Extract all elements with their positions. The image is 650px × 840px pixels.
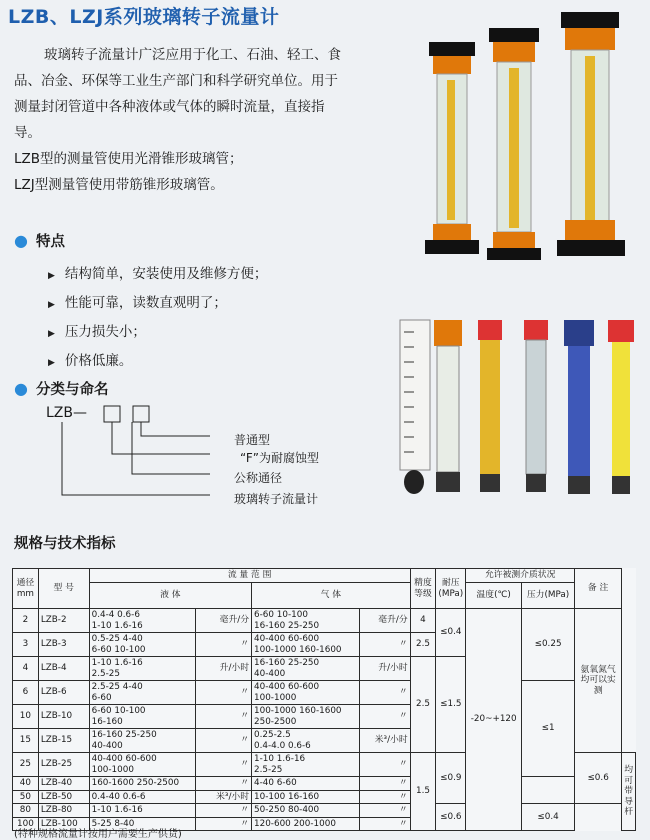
cell-accuracy: 2.5: [410, 633, 436, 657]
naming-diagram: [40, 402, 240, 512]
cell-liquid: 2.5-25 4-40 6-60: [89, 681, 195, 705]
cell-gas: 10-100 16-160: [252, 790, 360, 804]
cell-pressure: ≤0.9: [436, 753, 466, 804]
cell-pressure: ≤0.6: [436, 804, 466, 831]
cell-gas-unit: 升/小时: [360, 657, 410, 681]
cell-model: LZB-3: [38, 633, 89, 657]
cell-liquid: 0.5-25 4-40 6-60 10-100: [89, 633, 195, 657]
cell-gas: 0.25-2.5 0.4-4.0 0.6-6: [252, 729, 360, 753]
cell-accuracy: 2.5: [410, 657, 436, 753]
cell-liquid-unit: 〃: [195, 804, 251, 818]
cell-liquid: 16-160 25-250 40-400: [89, 729, 195, 753]
cell-liquid: 6-60 10-100 16-160: [89, 705, 195, 729]
cell-gas-unit: 〃: [360, 705, 410, 729]
cell-gas: 16-160 25-250 40-400: [252, 657, 360, 681]
cell-model: LZB-10: [38, 705, 89, 729]
cell-accuracy: 4: [410, 609, 436, 633]
product-photo-small: [392, 312, 642, 507]
intro-lzj-line: LZJ型测量管使用带筋锥形玻璃管。: [14, 177, 224, 193]
cell-gas-unit: 〃: [360, 804, 410, 818]
cell-liquid: 1-10 1.6-16: [89, 804, 195, 818]
specs-heading: 规格与技术指标: [14, 536, 116, 552]
cell-model: LZB-15: [38, 729, 89, 753]
cell-gas-unit: 〃: [360, 817, 410, 831]
header-flow-range: 流 量 范 围: [89, 569, 410, 583]
header-temp: 温度(℃): [466, 583, 522, 609]
cell-gas-unit: 〃: [360, 633, 410, 657]
cell-press2: ≤0.6: [575, 753, 622, 804]
cell-liquid-unit: 〃: [195, 753, 251, 777]
cell-liquid: 0.4-4 0.6-6 1-10 1.6-16: [89, 609, 195, 633]
footnote: (特种规格流量计按用户需要生产供货): [14, 829, 182, 840]
header-dn: 通径mm: [13, 569, 39, 609]
cell-gas-unit: 毫升/分: [360, 609, 410, 633]
spec-table: [12, 568, 636, 831]
intro-lzb-line: LZB型的测量管使用光滑锥形玻璃管；: [14, 151, 243, 167]
naming-heading: ● 分类与命名: [14, 379, 109, 398]
cell-model: LZB-40: [38, 777, 89, 791]
cell-liquid-unit: 〃: [195, 817, 251, 831]
cell-gas: 120-600 200-1000: [252, 817, 360, 831]
cell-gas: 100-1000 160-1600 250-2500: [252, 705, 360, 729]
cell-gas-unit: 〃: [360, 777, 410, 791]
cell-dn: 6: [13, 681, 39, 705]
cell-gas: 50-250 80-400: [252, 804, 360, 818]
cell-gas-unit: 〃: [360, 790, 410, 804]
header-model: 型 号: [38, 569, 89, 609]
cell-gas: 1-10 1.6-16 2.5-25: [252, 753, 360, 777]
cell-gas-unit: 〃: [360, 753, 410, 777]
header-liquid: 液 体: [89, 583, 251, 609]
header-remark: 备 注: [575, 569, 622, 609]
cell-dn: 2: [13, 609, 39, 633]
cell-model: LZB-25: [38, 753, 89, 777]
intro-section: [14, 42, 344, 198]
triangle-bullet-icon: ▶: [48, 329, 55, 339]
bullet-icon: ●: [14, 379, 28, 398]
naming-label-meter: 玻璃转子流量计: [234, 492, 319, 506]
cell-liquid-unit: 〃: [195, 681, 251, 705]
cell-model: LZB-50: [38, 790, 89, 804]
cell-gas: 40-400 60-600 100-1000 160-1600: [252, 633, 360, 657]
header-allowed: 允许被测介质状况: [466, 569, 575, 583]
cell-dn: 50: [13, 790, 39, 804]
header-pressure: 耐压(MPa): [436, 569, 466, 609]
cell-liquid-unit: 〃: [195, 633, 251, 657]
cell-press2: ≤0.25: [522, 609, 575, 681]
naming-label-diameter: 公称通径: [234, 471, 283, 485]
cell-model: LZB-100: [38, 817, 89, 831]
cell-gas-unit: 〃: [360, 681, 410, 705]
cell-press2: ≤0.4: [522, 804, 575, 831]
header-press2: 压力(MPa): [522, 583, 575, 609]
cell-liquid: 160-1600 250-2500: [89, 777, 195, 791]
cell-dn: 15: [13, 729, 39, 753]
triangle-bullet-icon: ▶: [48, 271, 55, 281]
cell-gas: 6-60 10-100 16-160 25-250: [252, 609, 360, 633]
cell-liquid: 1-10 1.6-16 2.5-25: [89, 657, 195, 681]
cell-model: LZB-6: [38, 681, 89, 705]
naming-prefix: LZB—: [46, 405, 87, 421]
cell-liquid: 5-25 8-40: [89, 817, 195, 831]
intro-paragraph: 玻璃转子流量计广泛应用于化工、石油、轻工、食品、冶金、环保等工业生产部门和科学研究单位。用于测量封闭管道中各种液体或气体的瞬时流量，直接指导。: [14, 47, 341, 141]
cell-liquid-unit: 米³/小时: [195, 790, 251, 804]
cell-gas: 40-400 60-600 100-1000: [252, 681, 360, 705]
cell-liquid-unit: 〃: [195, 705, 251, 729]
naming-label-ordinary: 普通型: [234, 433, 271, 447]
cell-remark: 氨氧氮气均可以实测: [575, 609, 622, 753]
cell-dn: 4: [13, 657, 39, 681]
cell-dn: 80: [13, 804, 39, 818]
cell-liquid: 40-400 60-600 100-1000: [89, 753, 195, 777]
feature-item: ▶ 价格低廉。: [48, 353, 133, 369]
feature-item: ▶ 结构简单，安装使用及维修方便；: [48, 266, 268, 282]
cell-dn: 25: [13, 753, 39, 777]
cell-press2: ≤1: [522, 681, 575, 777]
triangle-bullet-icon: ▶: [48, 358, 55, 368]
cell-liquid-unit: 升/小时: [195, 657, 251, 681]
cell-model: LZB-4: [38, 657, 89, 681]
header-accuracy: 精度等级: [410, 569, 436, 609]
cell-dn: 10: [13, 705, 39, 729]
cell-gas: 4-40 6-60: [252, 777, 360, 791]
feature-item: ▶ 压力损失小；: [48, 324, 146, 340]
cell-model: LZB-2: [38, 609, 89, 633]
cell-gas-unit: 米³/小时: [360, 729, 410, 753]
page-title: LZB、LZJ系列玻璃转子流量计: [8, 6, 280, 28]
cell-liquid: 0.4-40 0.6-6: [89, 790, 195, 804]
feature-item: ▶ 性能可靠，读数直观明了；: [48, 295, 227, 311]
header-gas: 气 体: [252, 583, 411, 609]
cell-dn: 100: [13, 817, 39, 831]
bullet-icon: ●: [14, 231, 28, 250]
cell-model: LZB-80: [38, 804, 89, 818]
cell-dn: 40: [13, 777, 39, 791]
cell-dn: 3: [13, 633, 39, 657]
cell-accuracy: 1.5: [410, 753, 436, 831]
product-photo-large: [415, 10, 645, 265]
cell-liquid-unit: 毫升/分: [195, 609, 251, 633]
cell-remark: 均可带导 杆: [622, 753, 636, 831]
triangle-bullet-icon: ▶: [48, 300, 55, 310]
features-heading: ● 特点: [14, 231, 65, 250]
naming-label-corrosion: “F”为耐腐蚀型: [240, 451, 319, 465]
cell-pressure: ≤1.5: [436, 657, 466, 753]
cell-temp: -20~+120: [466, 609, 522, 831]
cell-liquid-unit: 〃: [195, 777, 251, 791]
cell-liquid-unit: 〃: [195, 729, 251, 753]
cell-pressure: ≤0.4: [436, 609, 466, 657]
